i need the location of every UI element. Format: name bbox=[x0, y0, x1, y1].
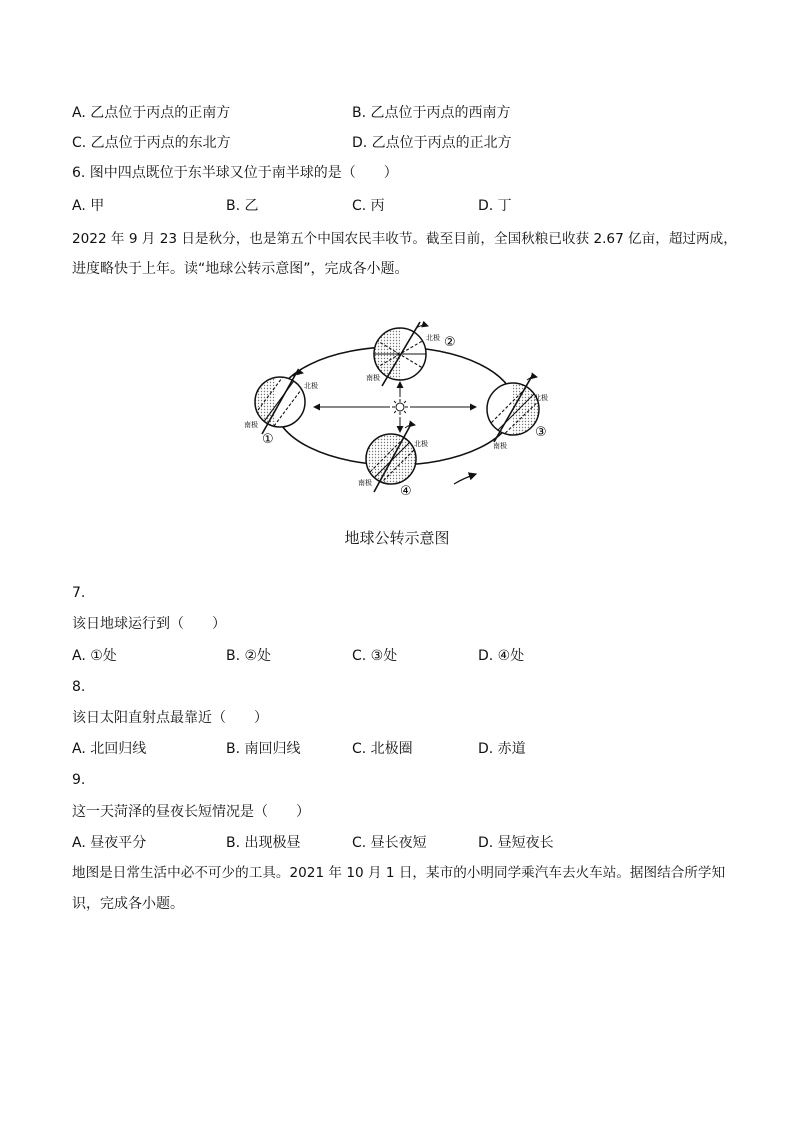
q8-option-c: C. 北极圈 bbox=[352, 741, 413, 757]
label-north-2: 北极 bbox=[426, 334, 440, 342]
label-south-3: 南极 bbox=[493, 442, 507, 450]
label-num-4: ④ bbox=[400, 484, 412, 499]
q5-option-a: A. 乙点位于丙点的正南方 bbox=[72, 105, 231, 121]
label-north-4: 北极 bbox=[414, 440, 428, 448]
q7-option-a: A. ①处 bbox=[72, 648, 117, 664]
q5-option-d: D. 乙点位于丙点的正北方 bbox=[352, 135, 512, 151]
q8-number: 8. bbox=[72, 679, 86, 695]
label-south-2: 南极 bbox=[366, 374, 380, 382]
passage1-line2: 进度略快于上年。读“地球公转示意图”，完成各小题。 bbox=[72, 261, 409, 277]
label-num-1: ① bbox=[262, 432, 274, 447]
earth-revolution-diagram bbox=[230, 318, 570, 508]
q9-stem: 这一天菏泽的昼夜长短情况是（ ） bbox=[72, 804, 310, 820]
sun-icon bbox=[392, 399, 408, 415]
q9-number: 9. bbox=[72, 772, 86, 788]
label-num-2: ② bbox=[444, 335, 456, 350]
label-south-4: 南极 bbox=[358, 479, 372, 487]
globe-1 bbox=[250, 370, 305, 434]
q9-option-b: B. 出现极昼 bbox=[226, 835, 301, 851]
orbit-direction-arrow-icon bbox=[454, 474, 476, 484]
q9-option-a: A. 昼夜平分 bbox=[72, 835, 147, 851]
figure-caption: 地球公转示意图 bbox=[344, 529, 450, 547]
q7-option-c: C. ③处 bbox=[352, 648, 398, 664]
q8-option-a: A. 北回归线 bbox=[72, 741, 147, 757]
q6-option-b: B. 乙 bbox=[226, 198, 259, 214]
q7-option-b: B. ②处 bbox=[226, 648, 272, 664]
rotation-arrow-icon bbox=[527, 377, 537, 380]
label-south-1: 南极 bbox=[244, 421, 258, 429]
label-num-3: ③ bbox=[535, 425, 547, 440]
q7-option-d: D. ④处 bbox=[478, 648, 525, 664]
passage2-line2: 识，完成各小题。 bbox=[72, 896, 184, 912]
q6-option-c: C. 丙 bbox=[352, 198, 385, 214]
q8-option-d: D. 赤道 bbox=[478, 741, 526, 757]
q7-stem: 该日地球运行到（ ） bbox=[72, 616, 226, 632]
q8-option-b: B. 南回归线 bbox=[226, 741, 301, 757]
passage1-line1: 2022 年 9 月 23 日是秋分，也是第五个中国农民丰收节。截至目前，全国秋粮已收获 2.67 亿亩，超过两成， bbox=[72, 231, 737, 247]
passage2-line1: 地图是日常生活中必不可少的工具。2021 年 10 月 1 日，某市的小明同学乘汽车去火车站。据图结合所学知 bbox=[72, 865, 726, 881]
q8-stem: 该日太阳直射点最靠近（ ） bbox=[72, 710, 268, 726]
label-north-3: 北极 bbox=[534, 394, 548, 402]
q5-option-b: B. 乙点位于丙点的西南方 bbox=[352, 105, 511, 121]
q6-stem: 6. 图中四点既位于东半球又位于南半球的是（ ） bbox=[72, 165, 398, 181]
q6-option-d: D. 丁 bbox=[478, 198, 512, 214]
q5-option-c: C. 乙点位于丙点的东北方 bbox=[72, 135, 231, 151]
q7-number: 7. bbox=[72, 585, 86, 601]
q9-option-d: D. 昼短夜长 bbox=[478, 835, 554, 851]
q6-option-a: A. 甲 bbox=[72, 198, 105, 214]
label-north-1: 北极 bbox=[304, 382, 318, 390]
q9-option-c: C. 昼长夜短 bbox=[352, 835, 427, 851]
